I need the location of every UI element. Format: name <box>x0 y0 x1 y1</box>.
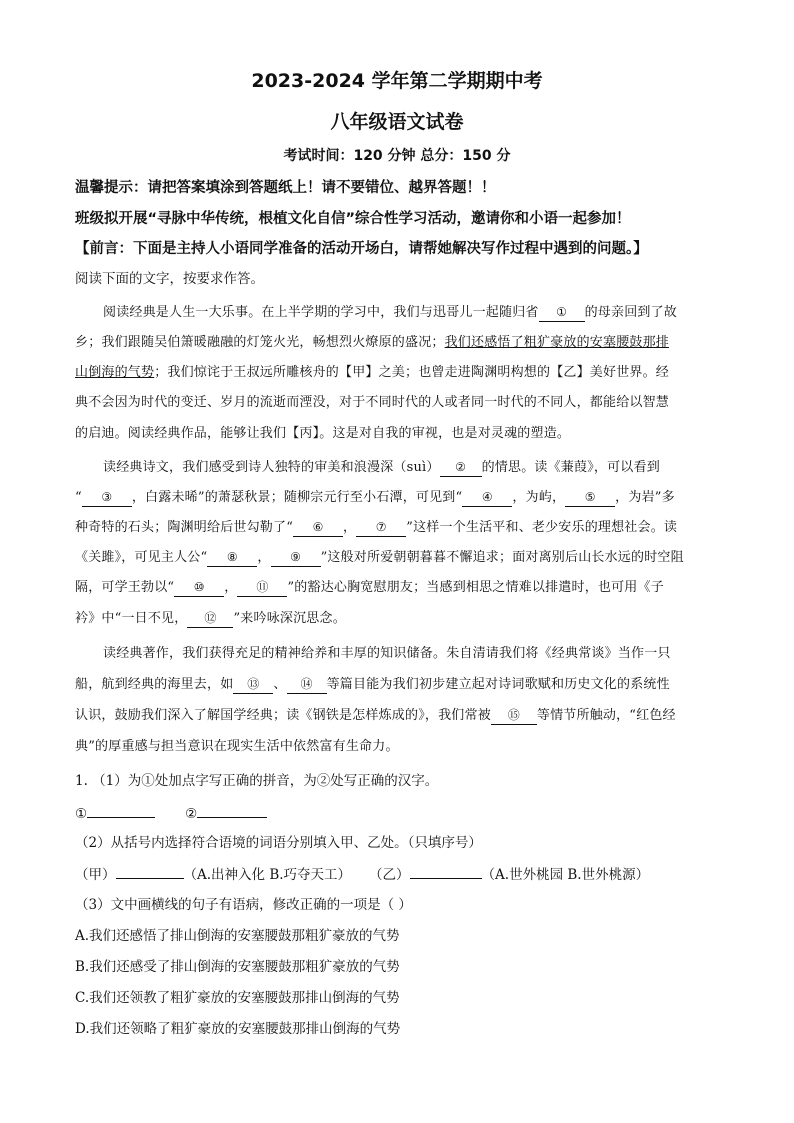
blank-7: ⑦ <box>356 519 406 537</box>
passage-p1-line3: 山倒海的气势；我们惊诧于王叔远所雕核舟的【甲】之美；也曾走进陶渊明构想的【乙】美好世界。经 <box>75 365 670 380</box>
question-1-3: （3）文中画横线的句子有语病，修改正确的一项是（ ） <box>75 897 412 913</box>
answer-blank-yi[interactable] <box>410 864 482 879</box>
exam-title: 2023-2024 学年第二学期期中考 <box>251 70 543 92</box>
blank-15: ⑮ <box>491 707 537 725</box>
notice: 温馨提示：请把答案填涂到答题纸上！请不要错位、越界答题！！ <box>75 180 496 196</box>
underlined-sentence: 我们还感悟了粗犷豪放的安塞腰鼓那排 <box>444 335 670 350</box>
passage-p3-line3: 认识，鼓励我们深入了解国学经典；读《钢铁是怎样炼成的》，我们常被 ⑮ 等情节所触动，“红色经 <box>75 708 676 723</box>
answer-blank-1[interactable] <box>87 803 155 818</box>
option-c: C.我们还领教了粗犷豪放的安塞腰鼓那排山倒海的气势 <box>75 990 400 1006</box>
passage-p1-line4: 典不会因为时代的变迁、岁月的流逝而湮没，对于不同时代的人或者同一时代的不同人，都能给以智慧 <box>75 395 670 410</box>
blank-2: ② <box>440 459 482 477</box>
answer-blank-2[interactable] <box>197 803 267 818</box>
blank-13: ⑬ <box>233 676 273 694</box>
passage-p3-line2: 船，航到经典的海里去，如 ⑬ 、 ⑭ 等篇目能为我们初步建立起对诗词歌赋和历史文化的系统性 <box>75 677 670 692</box>
passage-p2-line6: 衿》中“一日不见， ⑫ ”来吟咏深沉思念。 <box>75 611 346 626</box>
blank-11: ⑪ <box>237 579 287 597</box>
passage-p2-line3: 种奇特的石头；陶渊明给后世勾勒了“ ⑥ ， ⑦ ”这样一个生活平和、老少安乐的理想社会。读 <box>75 520 678 535</box>
passage-p2-line4: 《关雎》，可见主人公“ ⑧ ， ⑨ ”这般对所爱朝朝暮暮不懈追求；面对离别后山长水远的时空阻 <box>75 550 684 565</box>
question-1-2: （2）从括号内选择符合语境的词语分别填入甲、乙处。（只填序号） <box>75 835 482 851</box>
blank-5: ⑤ <box>565 489 615 507</box>
blank-10: ⑩ <box>174 579 224 597</box>
instruction: 阅读下面的文字，按要求作答。 <box>75 271 264 287</box>
blank-9: ⑨ <box>271 549 321 567</box>
blank-6: ⑥ <box>293 519 343 537</box>
exam-info: 考试时间：120 分钟 总分：150 分 <box>283 148 511 164</box>
passage-p3-line4: 典”的厚重感与担当意识在现实生活中依然富有生命力。 <box>75 739 399 754</box>
underlined-sentence-end: 山倒海的气势 <box>75 365 155 380</box>
option-d: D.我们还领略了粗犷豪放的安塞腰鼓那排山倒海的气势 <box>75 1021 401 1037</box>
blank-1: ① <box>539 304 585 322</box>
blank-3: ③ <box>82 489 132 507</box>
activity-intro: 班级拟开展“寻脉中华传统，根植文化自信”综合性学习活动，邀请你和小语一起参加！ <box>75 211 631 227</box>
option-b: B.我们还感受了排山倒海的安塞腰鼓那粗犷豪放的气势 <box>75 959 400 975</box>
blank-12: ⑫ <box>187 610 233 628</box>
passage-p2-line1: 读经典诗文，我们感受到诗人独特的审美和浪漫深（suì） ② 的情思。读《蒹葭》，可以看到 <box>103 460 660 475</box>
preface: 【前言：下面是主持人小语同学准备的活动开场白，请帮她解决写作过程中遇到的问题。】 <box>75 241 648 257</box>
blank-4: ④ <box>462 489 512 507</box>
passage-p1-line5: 的启迪。阅读经典作品，能够让我们【丙】。这是对自我的审视，也是对灵魂的塑造。 <box>75 426 571 441</box>
blank-14: ⑭ <box>287 676 327 694</box>
passage-p3-line1: 读经典著作，我们获得充足的精神给养和丰厚的知识储备。朱自清请我们将《经典常谈》当作一只 <box>103 646 671 661</box>
answer-blank-jia[interactable] <box>116 864 184 879</box>
question-1-1-answers: ① ② <box>75 803 725 824</box>
question-1-1: 1. （1）为①处加点字写正确的拼音，为②处写正确的汉字。 <box>75 773 439 789</box>
option-a: A.我们还感悟了排山倒海的安塞腰鼓那粗犷豪放的气势 <box>75 928 400 944</box>
passage-p1-line2: 乡；我们跟随吴伯箫暖融融的灯笼火光，畅想烈火燎原的盛况；我们还感悟了粗犷豪放的安塞腰鼓那排 <box>75 335 670 350</box>
exam-subtitle: 八年级语文试卷 <box>330 111 464 133</box>
passage-p1-line1: 阅读经典是人生一大乐事。在上半学期的学习中，我们与迅哥儿一起随归省 ① 的母亲回到了故 <box>103 305 678 320</box>
question-1-2-answers: （甲） （A.出神入化 B.巧夺天工） （乙） （A.世外桃园 B.世外桃源） <box>75 864 725 885</box>
passage-p2-line5: 隔，可学王勃以“ ⑩ ， ⑪ ”的豁达心胸宽慰朋友；当感到相思之情难以排遣时，也可用《子 <box>75 580 664 595</box>
blank-8: ⑧ <box>207 549 257 567</box>
passage-p2-line2: “ ③ ，白露未晞”的萧瑟秋景；随柳宗元行至小石潭，可见到“ ④ ，为屿， ⑤ ，为岩”多 <box>75 490 675 505</box>
